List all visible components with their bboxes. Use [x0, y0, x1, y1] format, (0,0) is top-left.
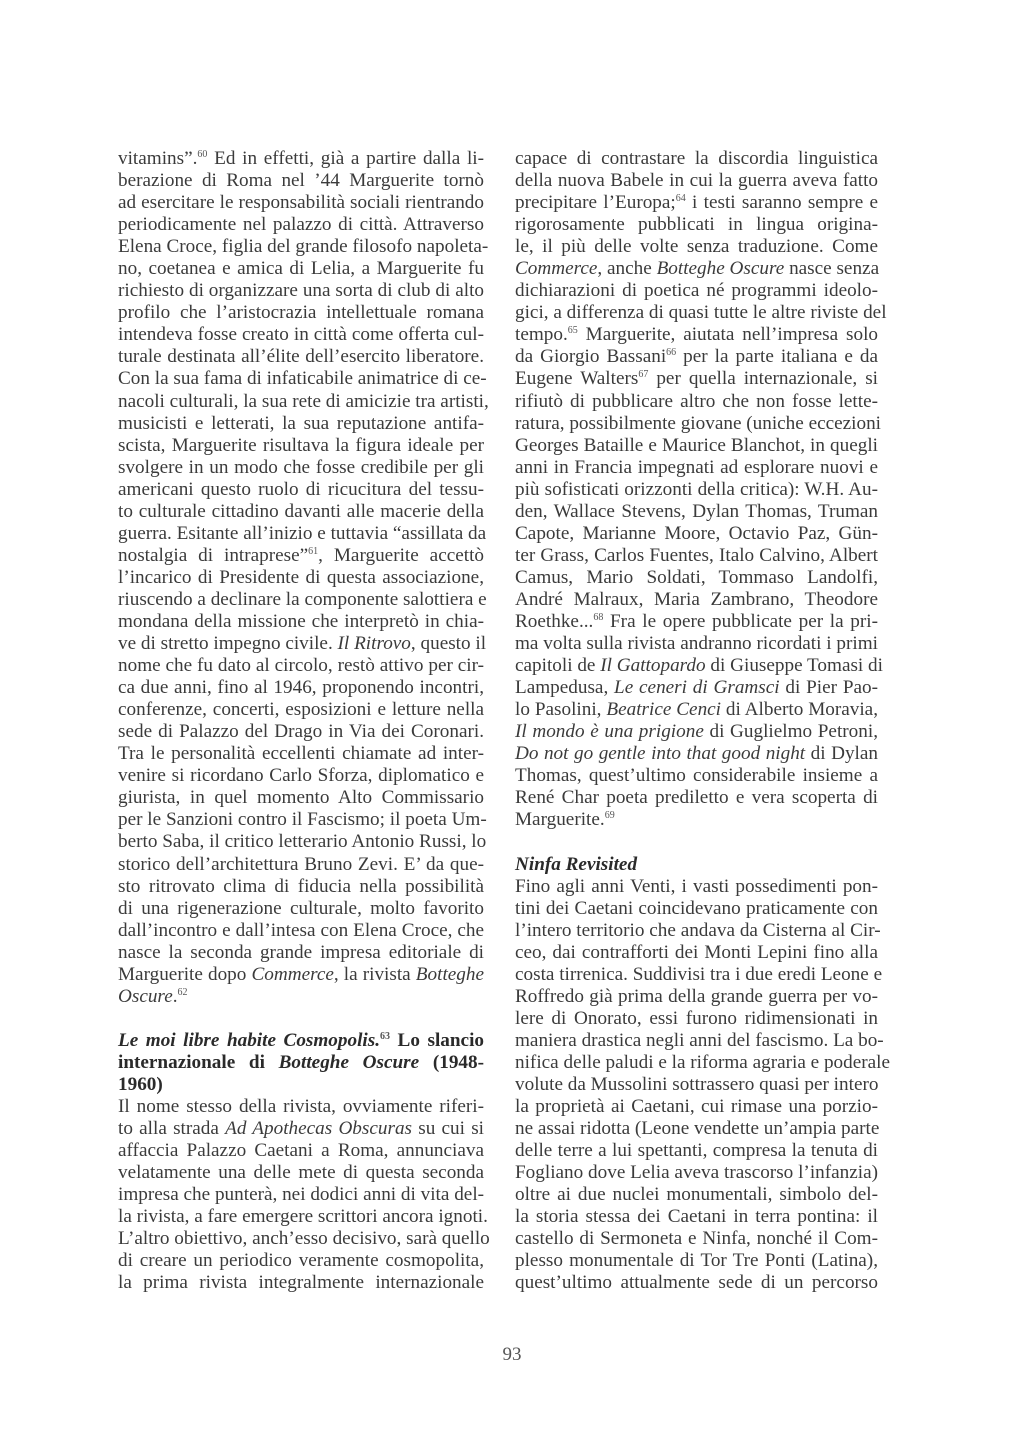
text-line: scista, Marguerite risultava la figura ideale per [118, 434, 484, 456]
text-line: nacoli culturali, la sua rete di amicizie tra artisti, [118, 390, 489, 412]
text-line: ceo, dai contrafforti dei Monti Lepini fino alla [515, 941, 878, 963]
text-line: precipitare l’Europa;$^{64}$ i testi saranno sempre e [515, 192, 879, 214]
text-line: americani questo ruolo di ricucitura del tessu- [118, 478, 484, 500]
text-line: to culturale cittadino davanti alle macerie della [118, 500, 484, 522]
paragraph-botteghe-oscure-intro [118, 1096, 490, 1294]
text-line: capace di contrastare la discordia linguistica [515, 148, 878, 169]
footnote-ref: 64 [675, 193, 686, 205]
text-line: dichiarazioni di poetica né programmi ideolo- [515, 280, 878, 302]
section-heading-ninfa-text: Ninfa Revisited [515, 853, 638, 875]
text-line: André Malraux, Maria Zambrano, Theodore [515, 588, 878, 610]
text-line: rifiutò di pubblicare altro che non fosse lette- [515, 390, 878, 412]
text-line: Do not go gentle into that good night di Dylan [515, 743, 878, 765]
text-line: da Giorgio Bassani$^{66}$ per la parte italiana e da [515, 346, 878, 368]
text-line: 1960) [118, 1073, 163, 1095]
text-line: ma volta sulla rivista andranno ricordati i primi [515, 633, 878, 655]
text-line: Roffredo già prima della grande guerra per vo- [515, 985, 878, 1007]
text-line: Marguerite.$^{69}$ [515, 809, 615, 831]
text-line: storico dell’architettura Bruno Zevi. E’ da que- [118, 853, 484, 875]
text-line: l’intero territorio che andava da Cisterna al Cir- [515, 919, 881, 941]
text-line: costa tirrenica. Suddivisi tra i due eredi Leone e [515, 963, 883, 985]
text-line: turale destinata all’élite dell’esercito liberatore. [118, 346, 484, 368]
text-line: più sofisticati orizzonti della critica): W.H. Au- [515, 478, 878, 500]
text-line: Il nome stesso della rivista, ovviamente riferi- [118, 1096, 484, 1118]
text-line: Marguerite dopo Commerce, la rivista Botteghe [118, 963, 484, 985]
paragraph-ninfa [515, 875, 891, 1295]
text-line: riuscendo a declinare la componente salottiera e [118, 588, 487, 610]
paragraph-botteghe-oscure-contributors [515, 148, 887, 831]
text-line: impresa che punterà, nei dodici anni di vita del- [118, 1184, 485, 1206]
text-line: della nuova Babele in cui la guerra aveva fatto [515, 170, 878, 192]
text-line: castello di Sermoneta e Ninfa, nonché il Com- [515, 1228, 878, 1250]
text-line: ratura, possibilmente giovane (uniche eccezioni [515, 412, 882, 434]
left-column [118, 148, 490, 1294]
text-line: to alla strada Ad Apothecas Obscuras su cui si [118, 1118, 484, 1140]
text-line: la rivista, a fare emergere scrittori ancora ignoti. [118, 1206, 488, 1228]
text-line: la storia stessa dei Caetani in terra pontina: il [515, 1206, 878, 1228]
text-line: oltre ai due nuclei monumentali, simbolo del- [515, 1184, 878, 1206]
text-line: capitoli de Il Gattopardo di Giuseppe Tomasi di [515, 655, 883, 677]
text-line: Tra le personalità eccellenti chiamate ad inter- [118, 743, 484, 765]
text-line: nifica delle paludi e la riforma agraria e poderale [515, 1051, 891, 1073]
text-line: Fino agli anni Venti, i vasti possedimenti pon- [515, 875, 878, 897]
footnote-ref: 61 [308, 545, 319, 557]
text-line: anni in Francia impegnati ad esplorare nuovi e [515, 456, 878, 478]
text-line: L’altro obiettivo, anch’esso decisivo, sarà quello [118, 1228, 490, 1250]
text-line: berazione di Roma nel ’44 Marguerite tornò [118, 170, 484, 192]
text-line: affaccia Palazzo Caetani a Roma, annunciava [118, 1140, 484, 1162]
text-line: l’incarico di Presidente di questa associazione, [118, 566, 484, 588]
text-line: profilo che l’aristocrazia intellettuale romana [118, 302, 484, 324]
text-line: rigorosamente pubblicati in lingua origina- [515, 214, 878, 236]
italic-title: Botteghe [415, 963, 484, 985]
text-line: musicisti e letterati, la sua reputazione antifa- [118, 412, 484, 434]
footnote-ref: 60 [197, 149, 208, 160]
text-line: ad esercitare le responsabilità sociali rientrando [118, 192, 484, 214]
italic-title: Botteghe Oscure [278, 1051, 420, 1073]
text-line: nasce la seconda grande impresa editoriale di [118, 941, 484, 963]
text-line: guerra. Esitante all’inizio e tuttavia “assillata da [118, 522, 487, 544]
footnote-ref: 63 [380, 1030, 391, 1042]
text-line: tini dei Caetani coincidevano praticamente con [515, 897, 878, 919]
italic-title: Botteghe Oscure [656, 258, 785, 280]
section-gap [515, 831, 878, 853]
section-heading-ninfa [515, 854, 878, 876]
italic-title: Il mondo è una prigione [515, 721, 704, 743]
italic-title: Oscure [118, 985, 173, 1007]
italic-title: Le moi libre habite Cosmopolis. [118, 1029, 381, 1051]
text-line: Commerce, anche Botteghe Oscure nasce senza [515, 258, 880, 280]
italic-title: Le ceneri di Gramsci [614, 677, 780, 699]
footnote-ref: 65 [567, 325, 578, 337]
text-line: sede di Palazzo del Drago in Via dei Coronari. [118, 721, 484, 743]
text-line: Oscure.$^{62}$ [118, 985, 188, 1007]
text-line: internazionale di Botteghe Oscure (1948- [118, 1051, 484, 1073]
italic-title: Beatrice Cenci [606, 699, 722, 721]
footnote-ref: 67 [638, 369, 649, 381]
text-line: Il mondo è una prigione di Guglielmo Petroni, [515, 721, 878, 743]
text-line: Elena Croce, figlia del grande filosofo napoleta- [118, 236, 489, 258]
italic-title: Commerce [515, 258, 598, 280]
text-line: tempo.$^{65}$ Marguerite, aiutata nell’impresa solo [515, 324, 878, 346]
text-line: René Char poeta prediletto e vera scoperta di [515, 787, 878, 809]
text-line: Camus, Mario Soldati, Tommaso Landolfi, [515, 566, 878, 588]
text-line: berto Saba, il critico letterario Antonio Russi, lo [118, 831, 487, 853]
section-gap [118, 1008, 484, 1030]
text-line: intendeva fosse creato in città come offerta cul- [118, 324, 484, 346]
text-line: Le moi libre habite Cosmopolis.$^{63}$ Lo slancio [118, 1029, 484, 1051]
italic-title: Il Gattopardo [600, 655, 706, 677]
paragraph-il-ritrovo [118, 148, 489, 1008]
text-line: Capote, Marianne Moore, Octavio Paz, Gün- [515, 522, 878, 544]
footnote-ref: 62 [177, 986, 188, 998]
text-line: di una rigenerazione culturale, molto favorito [118, 897, 484, 919]
text-line: volute da Mussolini sottrassero quasi per intero [515, 1073, 879, 1095]
text-line: Fogliano dove Lelia aveva trascorso l’infanzia) [515, 1162, 878, 1184]
text-line: mondana della missione che interpretò in chia- [118, 610, 484, 632]
italic-title: Do not go gentle into that good night [515, 743, 806, 765]
text-line: delle terre a lui spettanti, compresa la tenuta di [515, 1140, 878, 1162]
text-line: Lampedusa, Le ceneri di Gramsci di Pier Pao- [515, 677, 878, 699]
text-line: la proprietà ai Caetani, cui rimase una porzio- [515, 1096, 878, 1118]
text-line: dall’incontro e dall’intesa con Elena Croce, che [118, 919, 484, 941]
text-line: venire si ricordano Carlo Sforza, diplomatico e [118, 765, 484, 787]
text-line: nostalgia di intraprese”$^{61}$, Marguerite accettò [118, 544, 484, 566]
text-line: le, il più delle volte senza traduzione. Come [515, 236, 878, 258]
text-line: lo Pasolini, Beatrice Cenci di Alberto Moravia, [515, 699, 878, 721]
text-line: no, coetanea e amica di Lelia, a Marguerite fu [118, 258, 484, 280]
footnote-ref: 66 [666, 347, 677, 359]
text-line: di creare un periodico veramente cosmopolita, [118, 1250, 484, 1272]
text-line: Roethke...$^{68}$ Fra le opere pubblicate per la pri- [515, 610, 878, 632]
text-line: lere di Onorato, essi furono ridimensionati in [515, 1007, 878, 1029]
text-line: conferenze, concerti, esposizioni e letture nella [118, 699, 484, 721]
text-line: gici, a differenza di quasi tutte le altre riviste del [515, 302, 887, 324]
text-line: vitamins”.$^{60}$ Ed in effetti, già a partire dalla li- [118, 148, 484, 169]
text-line: Georges Bataille e Maurice Blanchot, in quegli [515, 434, 878, 456]
footnote-ref: 69 [604, 810, 615, 822]
text-line: ne assai ridotta (Leone vendette un’ampia parte [515, 1118, 880, 1140]
footnote-ref: 68 [593, 611, 604, 623]
text-line: ve di stretto impegno civile. Il Ritrovo, questo il [118, 633, 487, 655]
text-line: Eugene Walters$^{67}$ per quella internazionale, si [515, 368, 878, 390]
text-line: ter Grass, Carlos Fuentes, Italo Calvino, Albert [515, 544, 878, 566]
text-line: velatamente una delle mete di questa seconda [118, 1162, 484, 1184]
text-line: ca due anni, fino al 1946, proponendo incontri, [118, 677, 484, 699]
text-line: Con la sua fama di infaticabile animatrice di ce- [118, 368, 487, 390]
text-line: Thomas, quest’ultimo considerabile insieme a [515, 765, 878, 787]
text-line: richiesto di organizzare una sorta di club di alto [118, 280, 484, 302]
text-line: maniera drastica negli anni del fascismo. La bo- [515, 1029, 884, 1051]
italic-title: Ad Apothecas Obscuras [225, 1118, 413, 1140]
italic-title: Il Ritrovo [337, 633, 411, 655]
text-line: sto ritrovato clima di fiducia nella possibilità [118, 875, 484, 897]
text-line: svolgere in un modo che fosse credibile per gli [118, 456, 484, 478]
text-line: nome che fu dato al circolo, restò attivo per cir- [118, 655, 484, 677]
text-line: quest’ultimo attualmente sede di un percorso [515, 1272, 878, 1294]
right-column [515, 148, 891, 1294]
text-line: plesso monumentale di Tor Tre Ponti (Latina), [515, 1250, 878, 1272]
page-number: 93 [502, 1344, 522, 1365]
italic-title: Commerce [251, 963, 334, 985]
text-line: giurista, in quel momento Alto Commissario [118, 787, 484, 809]
text-line: per le Sanzioni contro il Fascismo; il poeta Um- [118, 809, 487, 831]
text-line: la prima rivista integralmente internazionale [118, 1272, 484, 1294]
section-heading-cosmopolis [118, 1030, 484, 1096]
text-line: den, Wallace Stevens, Dylan Thomas, Truman [515, 500, 878, 522]
text-line: periodicamente nel palazzo di città. Attraverso [118, 214, 484, 236]
